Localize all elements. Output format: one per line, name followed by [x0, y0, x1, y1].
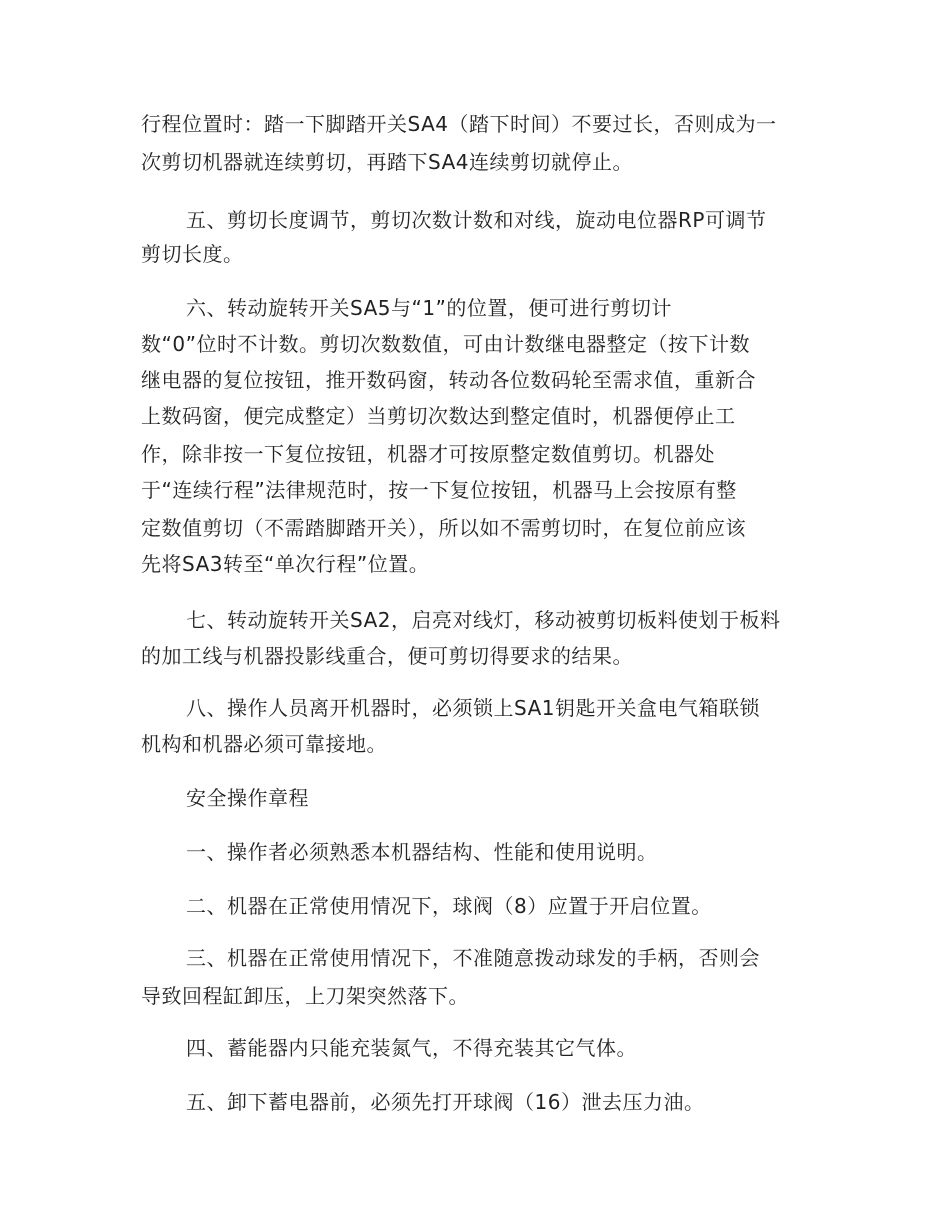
text-line: 一、操作者必须熟悉本机器结构、性能和使用说明。	[186, 840, 658, 864]
text-line: 定数值剪切（不需踏脚踏开关），所以如不需剪切时，在复位前应该	[141, 516, 746, 540]
text-line: 三、机器在正常使用情况下，不准随意拨动球发的手柄，否则会	[186, 946, 760, 970]
text-line: 五、卸下蓄电器前，必须先打开球阀（16）泄去压力油。	[186, 1090, 705, 1114]
text-line: 作，除非按一下复位按钮，机器才可按原整定数值剪切。机器处	[141, 442, 715, 466]
text-line: 二、机器在正常使用情况下，球阀（8）应置于开启位置。	[186, 894, 712, 918]
text-line: 七、转动旋转开关SA2，启亮对线灯，移动被剪切板料使划于板料	[186, 608, 781, 632]
text-line: 于“连续行程”法律规范时，按一下复位按钮，机器马上会按原有整	[141, 478, 737, 502]
text-line: 上数码窗，便完成整定）当剪切次数达到整定值时，机器便停止工	[141, 404, 736, 428]
text-line: 剪切长度。	[141, 242, 244, 266]
text-line: 数“0”位时不计数。剪切次数数值，可由计数继电器整定（按下计数	[141, 332, 750, 356]
text-line: 机构和机器必须可靠接地。	[141, 732, 387, 756]
text-line: 次剪切机器就连续剪切，再踏下SA4连续剪切就停止。	[141, 150, 633, 174]
text-line: 四、蓄能器内只能充装氮气，不得充装其它气体。	[186, 1036, 637, 1060]
text-line: 先将SA3转至“单次行程”位置。	[141, 552, 430, 576]
text-line: 行程位置时：踏一下脚踏开关SA4（踏下时间）不要过长，否则成为一	[141, 112, 777, 136]
text-line: 的加工线与机器投影线重合，便可剪切得要求的结果。	[141, 644, 633, 668]
text-line: 继电器的复位按钮，推开数码窗，转动各位数码轮至需求值，重新合	[141, 368, 756, 392]
text-line: 导致回程缸卸压，上刀架突然落下。	[141, 984, 469, 1008]
text-line: 八、操作人员离开机器时，必须锁上SA1钥匙开关盒电气箱联锁	[186, 696, 760, 720]
section-heading: 安全操作章程	[186, 786, 309, 810]
text-line: 六、转动旋转开关SA5与“1”的位置，便可进行剪切计	[186, 296, 672, 320]
text-line: 五、剪切长度调节，剪切次数计数和对线，旋动电位器RP可调节	[186, 208, 767, 232]
